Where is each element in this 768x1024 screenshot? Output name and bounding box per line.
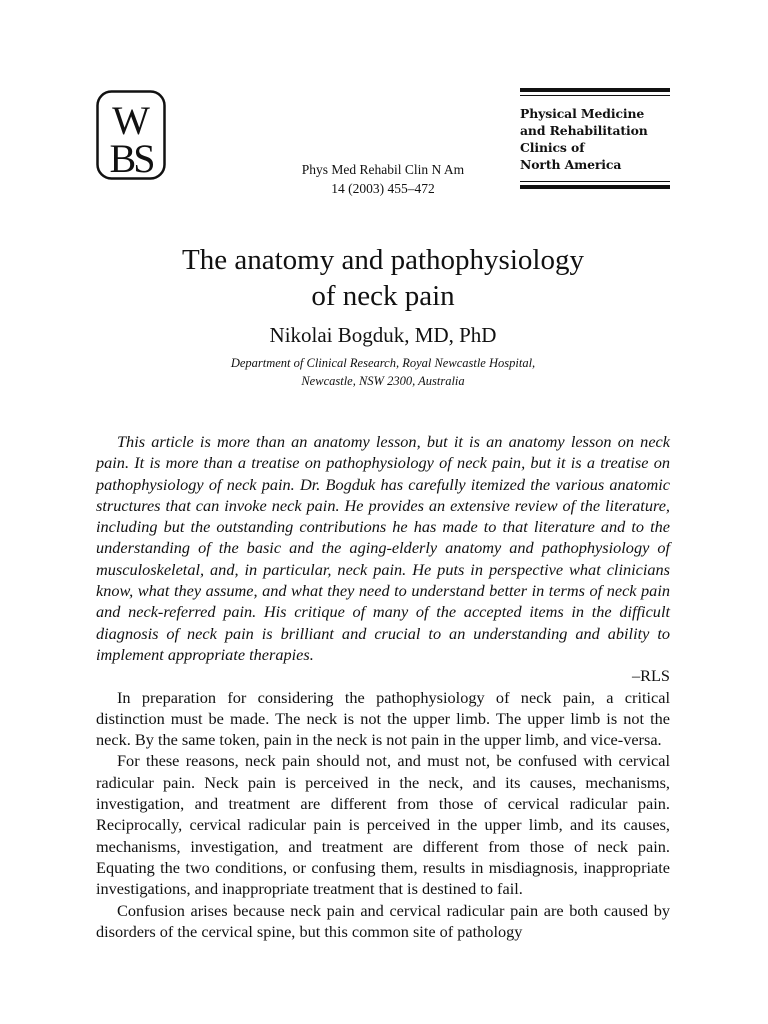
body-paragraph: In preparation for considering the pathophysiology of neck pain, a critical distinction must be made. The neck is not the upper limb. The upper limb is not the neck. By the same token, pain in the neck is not pain in the upper limb, and vice-versa.	[96, 687, 670, 750]
article-author: Nikolai Bogduk, MD, PhD	[269, 323, 497, 347]
body-paragraph: For these reasons, neck pain should not, and must not, be confused with cervical radicular pain. Neck pain is perceived in the neck, and its causes, mechanisms, investigation, and treatment are different from those of cervical radicular pain. Reciprocally, cervical radicular pain is perceived in the upper limb, and its causes, mechanisms, investigation, and treatment are different from those of neck pain. Equating the two conditions, or confusing them, results in misdiagnosis, inappropriate investigations, and inappropriate treatment that is destined to fail.	[96, 751, 670, 899]
svg-text:BS: BS	[109, 136, 153, 180]
journal-rule-bottom-thin	[520, 181, 670, 182]
body-paragraph: Confusion arises because neck pain and cervical radicular pain are both caused by disorders of the cervical spine, but this common site of pathology	[96, 900, 670, 941]
journal-title-block	[520, 88, 670, 189]
affiliation-line: Department of Clinical Research, Royal Newcastle Hospital,	[230, 356, 536, 370]
editor-abstract: This article is more than an anatomy lesson, but it is an anatomy lesson on neck pain. It is more than a treatise on pathophysiology of neck pain, but it is a treatise on pathophysiology of neck pain. Dr. Bogduk has carefully itemized the various anatomic structures that can invoke neck pain. He provides an extensive review of the literature, including but the outstanding contributions he has made to that literature and to the understanding of the basic and the aging-elderly anatomy and pathophysiology of musculoskeletal, and, in particular, neck pain. He puts in perspective what clinicians know, what they assume, and what they need to understand better in terms of neck pain and neck-referred pain. His critique of many of the accepted items in the difficult diagnosis of neck pain is brilliant and crucial to an understanding and ability to implement appropriate therapies.	[96, 432, 670, 664]
article-title-line: of neck pain	[311, 280, 455, 312]
citation	[270, 160, 496, 198]
article-title	[96, 242, 670, 314]
journal-title-line: and Rehabilitation	[520, 123, 648, 138]
citation-journal: Phys Med Rehabil Clin N Am	[301, 162, 465, 177]
citation-volume: 14 (2003) 455–472	[331, 181, 435, 196]
publisher-logo	[96, 90, 166, 180]
author-affiliation	[96, 354, 670, 390]
journal-rule-top	[520, 88, 670, 92]
editor-signature: –RLS	[631, 666, 670, 686]
article-body	[96, 431, 670, 942]
journal-title-line: North America	[520, 157, 622, 172]
affiliation-line: Newcastle, NSW 2300, Australia	[301, 374, 465, 388]
journal-rule-bottom	[520, 185, 670, 189]
journal-title	[520, 96, 670, 181]
journal-title-line: Physical Medicine	[520, 106, 645, 121]
logo-letters: W	[112, 98, 150, 143]
article-title-line: The anatomy and pathophysiology	[182, 244, 584, 276]
journal-title-line: Clinics of	[520, 140, 585, 155]
